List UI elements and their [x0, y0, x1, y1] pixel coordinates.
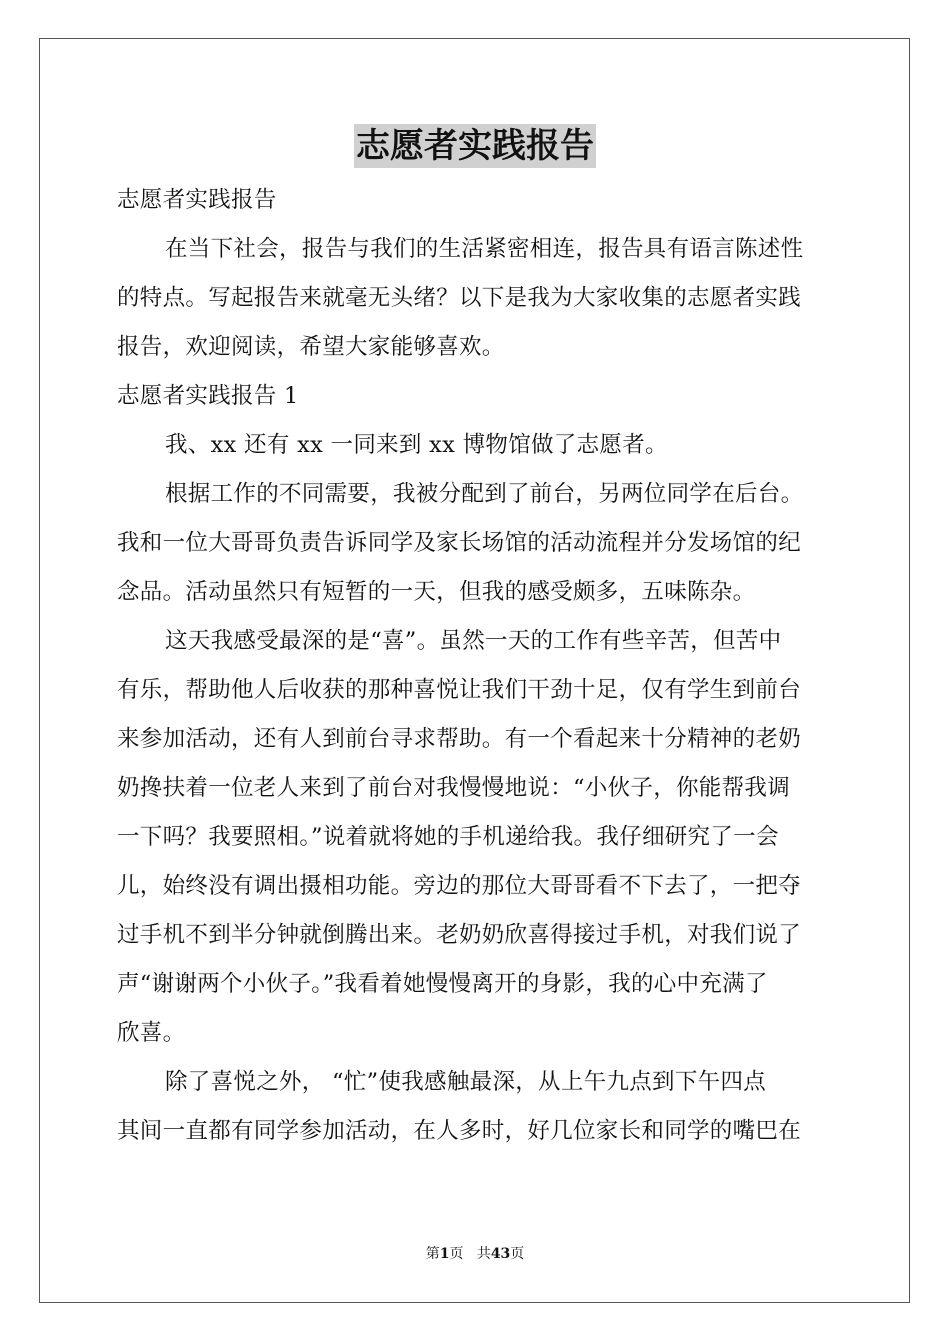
total-page-count: 43 [490, 1246, 511, 1262]
text-line: 除了喜悦之外， “忙”使我感触最深，从上午九点到下午四点 [165, 1069, 767, 1095]
text-line: 有乐，帮助他人后收获的那种喜悦让我们干劲十足，仅有学生到前台 [117, 677, 802, 703]
footer-total-suffix: 页 [510, 1246, 525, 1262]
document-body [117, 176, 833, 1156]
text-line: 在当下社会，报告与我们的生活紧密相连，报告具有语言陈述性 [165, 236, 804, 262]
text-line: 我和一位大哥哥负责告诉同学及家长场馆的活动流程并分发场馆的纪 [117, 530, 802, 556]
footer-total-prefix: 共 [476, 1246, 491, 1262]
text-line: 儿，始终没有调出摄相功能。旁边的那位大哥哥看不下去了，一把夺 [117, 873, 802, 899]
text-line: 报告，欢迎阅读，希望大家能够喜欢。 [117, 334, 505, 360]
text-line: 我、xx 还有 xx 一同来到 xx 博物馆做了志愿者。 [165, 432, 668, 458]
text-line: 欣喜。 [117, 1020, 186, 1046]
text-line: 声“谢谢两个小伙子。”我看着她慢慢离开的身影，我的心中充满了 [117, 971, 768, 997]
text-line: 念品。活动虽然只有短暂的一天，但我的感受颇多，五味陈杂。 [117, 579, 756, 605]
text-line: 根据工作的不同需要，我被分配到了前台，另两位同学在后台。 [165, 481, 804, 507]
text-line: 来参加活动，还有人到前台寻求帮助。有一个看起来十分精神的老奶 [117, 726, 802, 752]
text-line: 过手机不到半分钟就倒腾出来。老奶奶欣喜得接过手机，对我们说了 [117, 922, 802, 948]
text-line: 一下吗？我要照相。”说着就将她的手机递给我。我仔细研究了一会 [117, 824, 779, 850]
text-line: 志愿者实践报告 1 [117, 383, 299, 409]
footer-page-suffix: 页 [449, 1246, 464, 1262]
text-line: 其间一直都有同学参加活动，在人多时，好几位家长和同学的嘴巴在 [117, 1118, 802, 1144]
current-page-number: 1 [439, 1246, 450, 1262]
text-line: 志愿者实践报告 [117, 187, 277, 213]
page-footer [0, 1244, 950, 1264]
text-line: 这天我感受最深的是“喜”。虽然一天的工作有些辛苦，但苦中 [165, 628, 782, 654]
title-container [0, 124, 950, 168]
document-title: 志愿者实践报告 [356, 126, 594, 166]
footer-prefix: 第 [425, 1246, 440, 1262]
text-line: 奶搀扶着一位老人来到了前台对我慢慢地说：“小伙子，你能帮我调 [117, 775, 791, 801]
text-line: 的特点。写起报告来就毫无头绪？以下是我为大家收集的志愿者实践 [117, 285, 802, 311]
